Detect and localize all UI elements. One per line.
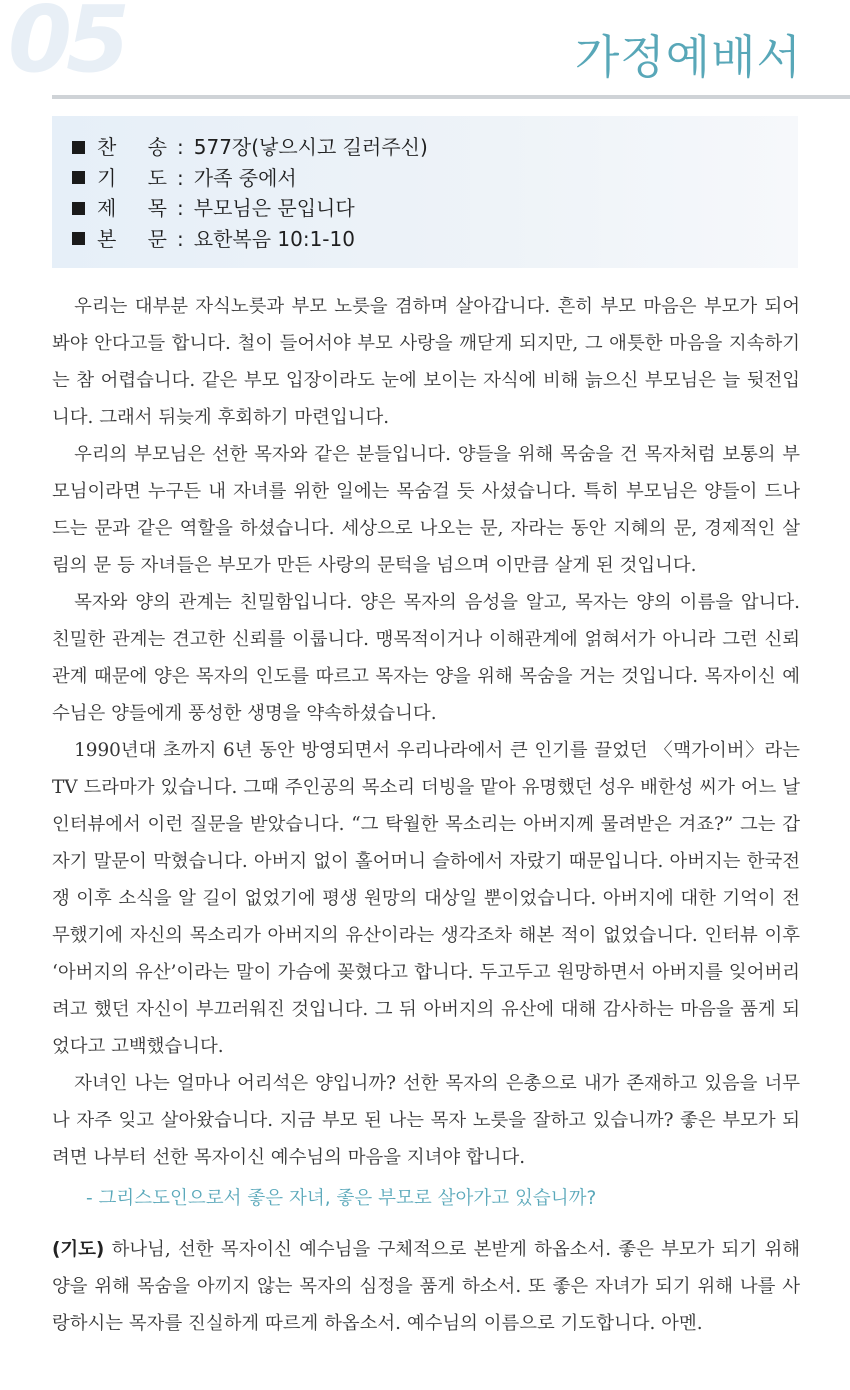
paragraph: 우리는 대부분 자식노릇과 부모 노릇을 겸하며 살아갑니다. 흔히 부모 마음은 부모가 되어 봐야 안다고들 합니다. 철이 들어서야 부모 사랑을 깨닫게 되지만, 그 애틋한 마음을 지속하기는 참 어렵습니다. 같은 부모 입장이라도 눈에 보이는 자식에 비해 늙으신 부모님은 늘 뒷전입니다. 그래서 뒤늦게 후회하기 마련입니다. [52,296,800,428]
paragraph: 자녀인 나는 얼마나 어리석은 양입니까? 선한 목자의 은총으로 내가 존재하고 있음을 너무나 자주 잊고 살아왔습니다. 지금 부모 된 나는 목자 노릇을 잘하고 있습니까? 좋은 부모가 되려면 나부터 선한 목자이신 예수님의 마음을 지녀야 합니다. [52,1073,800,1168]
paragraph: 우리의 부모님은 선한 목자와 같은 분들입니다. 양들을 위해 목숨을 건 목자처럼 보통의 부모님이라면 누구든 내 자녀를 위한 일에는 목숨걸 듯 사셨습니다. 특히 부모님은 양들이 드나드는 문과 같은 역할을 하셨습니다. 세상으로 나오는 문, 자라는 동안 지혜의 문, 경제적인 살림의 문 등 자녀들은 부모가 만든 사랑의 문턱을 넘으며 이만큼 살게 된 것입니다. [52,444,800,576]
prayer-label: (기도) [52,1239,105,1260]
prayer-text: 하나님, 선한 목자이신 예수님을 구체적으로 본받게 하옵소서. 좋은 부모가 되기 위해 양을 위해 목숨을 아끼지 않는 목자의 심정을 품게 하소서. 또 좋은 자녀가 되기 위해 나를 사랑하시는 목자를 진실하게 따르게 하옵소서. 예수님의 이름으로 기도합니다. 아멘. [52,1239,800,1334]
header-rule [52,95,850,99]
info-value: 요한복음 10:1-10 [193,226,355,251]
info-label: 찬 송 [97,135,167,159]
prayer [52,1231,800,1342]
square-bullet-icon [72,171,85,184]
section-number: 05 [8,0,125,93]
info-row-prayer [72,163,798,194]
info-colon: : [177,226,184,251]
paragraph: 목자와 양의 관계는 친밀함입니다. 양은 목자의 음성을 알고, 목자는 양의 이름을 압니다. 친밀한 관계는 견고한 신뢰를 이룹니다. 맹목적이거나 이해관계에 얽혀서가 아니라 그런 신뢰관계 때문에 양은 목자의 인도를 따르고 목자는 양을 위해 목숨을 거는 것입니다. 목자이신 예수님은 양들에게 풍성한 생명을 약속하셨습니다. [52,592,800,724]
info-value: 부모님은 문입니다 [193,196,355,220]
sermon-body [52,288,800,1176]
info-label: 본 문 [97,226,167,251]
info-label: 제 목 [97,196,167,220]
info-value: 577장(낳으시고 길러주신) [193,135,428,159]
info-label: 기 도 [97,165,167,190]
info-colon: : [177,196,184,220]
square-bullet-icon [72,232,85,245]
info-value: 가족 중에서 [193,165,297,190]
info-colon: : [177,135,184,159]
square-bullet-icon [72,141,85,154]
info-row-title [72,193,798,224]
info-row-scripture [72,224,798,255]
reflection-question: - 그리스도인으로서 좋은 자녀, 좋은 부모로 살아가고 있습니까? [86,1188,597,1209]
square-bullet-icon [72,202,85,215]
header-title: 가정예배서 [574,30,802,84]
info-box [52,116,798,268]
info-row-hymn [72,132,798,163]
paragraph: 1990년대 초까지 6년 동안 방영되면서 우리나라에서 큰 인기를 끌었던 〈맥가이버〉라는 TV 드라마가 있습니다. 그때 주인공의 목소리 더빙을 맡아 유명했던 성우 배한성 씨가 어느 날 인터뷰에서 이런 질문을 받았습니다. “그 탁월한 목소리는 아버지께 물려받은 겨죠?” 그는 갑자기 말문이 막혔습니다. 아버지 없이 홀어머니 슬하에서 자랐기 때문입니다. 아버지는 한국전쟁 이후 소식을 알 길이 없었기에 평생 원망의 대상일 뿐이었습니다. 아버지에 대한 기억이 전무했기에 자신의 목소리가 아버지의 유산이라는 생각조차 해본 적이 없었습니다. 인터뷰 이후 ‘아버지의 유산’이라는 말이 가슴에 꽂혔다고 합니다. 두고두고 원망하면서 아버지를 잊어버리려고 했던 자신이 부끄러워진 것입니다. 그 뒤 아버지의 유산에 대해 감사하는 마음을 품게 되었다고 고백했습니다. [52,740,800,1057]
info-colon: : [177,165,184,190]
